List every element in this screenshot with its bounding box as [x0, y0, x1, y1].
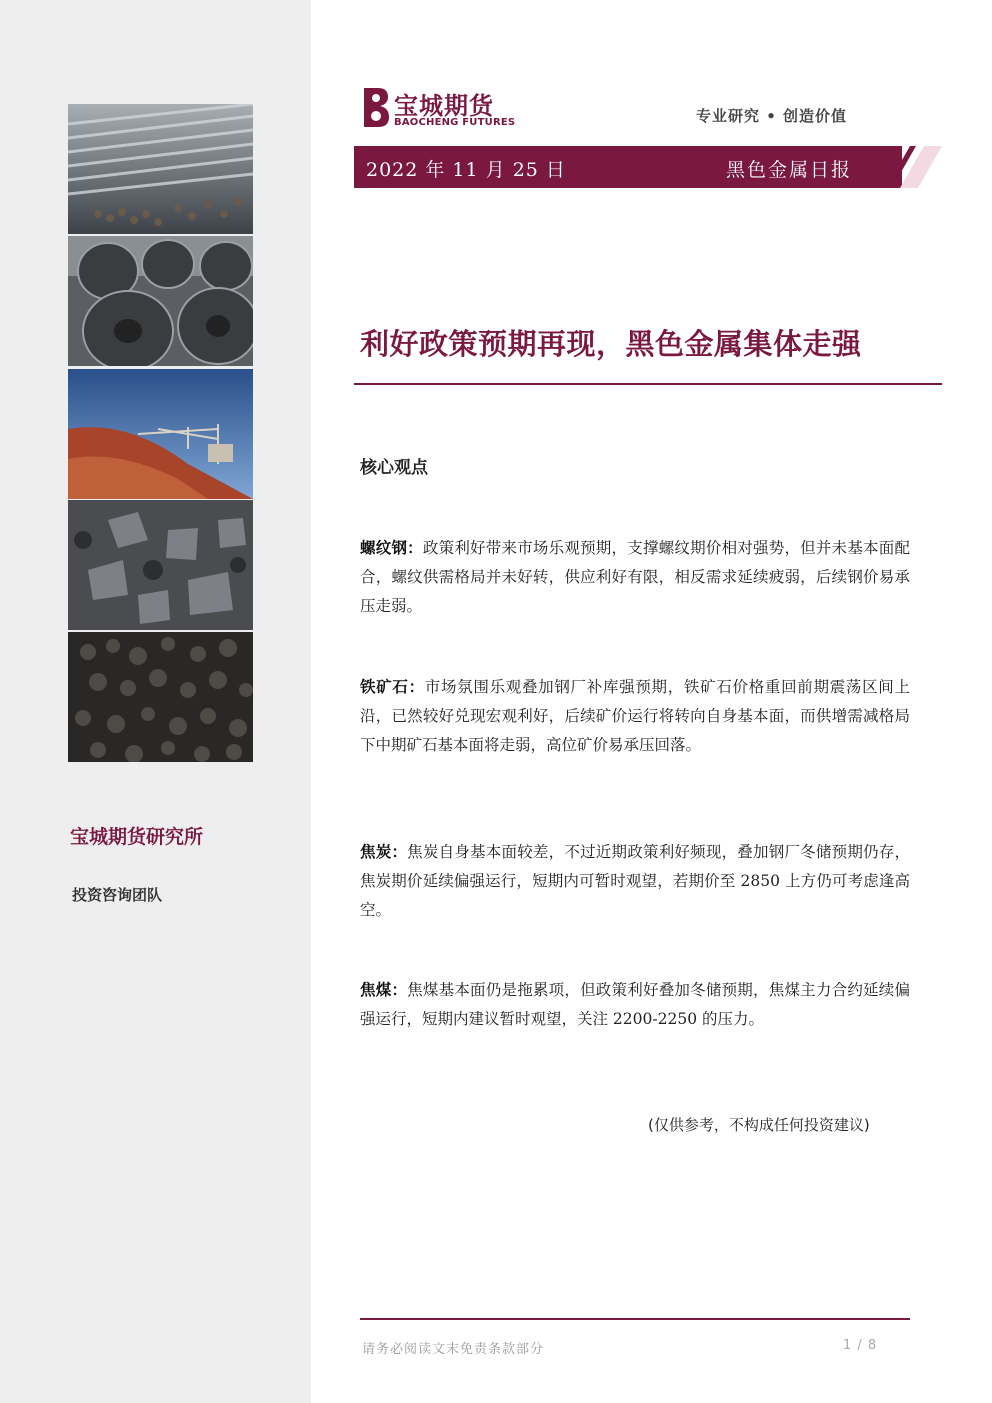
coal-photo — [68, 632, 253, 762]
core-item-coke — [360, 838, 910, 925]
core-item-coking-coal — [360, 976, 910, 1034]
banner-stripes-icon — [860, 146, 942, 188]
logo-mark-icon — [356, 84, 392, 130]
iron-ore-stockyard-photo — [68, 369, 253, 499]
sidebar — [0, 0, 311, 1403]
rebar-photo — [68, 104, 253, 234]
brand-logo — [356, 84, 556, 132]
core-item-label: 铁矿石： — [360, 678, 425, 696]
core-item-label: 焦炭： — [360, 843, 408, 861]
disclaimer: (仅供参考，不构成任何投资建议) — [648, 1116, 870, 1134]
core-item-text: 焦炭自身基本面较差，不过近期政策利好频现，叠加钢厂冬储预期仍存，焦炭期价延续偏强运行，短期内可暂时观望，若期价至 2850 上方仍可考虑逢高空。 — [360, 843, 910, 919]
brand-name-cn: 宝城期货 — [394, 91, 494, 120]
headline: 利好政策预期再现，黑色金属集体走强 — [360, 327, 862, 361]
brand-name-en: BAOCHENG FUTURES — [394, 117, 516, 128]
core-item-rebar — [360, 534, 910, 621]
steel-coil-photo — [68, 236, 253, 366]
slogan: 专业研究 • 创造价值 — [696, 107, 848, 125]
core-item-label: 螺纹钢： — [360, 539, 423, 557]
core-item-label: 焦煤： — [360, 981, 408, 999]
report-type: 黑色金属日报 — [725, 159, 852, 181]
institute-name: 宝城期货研究所 — [70, 826, 204, 848]
report-date: 2022 年 11 月 25 日 — [366, 159, 566, 181]
core-item-iron-ore — [360, 673, 910, 760]
footer-note: 请务必阅读文末免责条款部分 — [362, 1342, 545, 1357]
core-item-text: 市场氛围乐观叠加钢厂补库强预期，铁矿石价格重回前期震荡区间上沿，已然较好兑现宏观利好，后续矿价运行将转向自身基本面，而供增需减格局下中期矿石基本面将走弱，高位矿价易承压回落。 — [360, 678, 910, 754]
team-name: 投资咨询团队 — [72, 886, 163, 904]
headline-divider — [354, 383, 942, 385]
page-number: 1 / 8 — [843, 1338, 878, 1353]
ore-lumps-photo — [68, 500, 253, 630]
footer-divider — [360, 1318, 910, 1320]
core-item-text: 焦煤基本面仍是拖累项，但政策利好叠加冬储预期，焦煤主力合约延续偏强运行，短期内建议暂时观望，关注 2200-2250 的压力。 — [360, 981, 910, 1028]
core-item-text: 政策利好带来市场乐观预期，支撑螺纹期价相对强势，但并未基本面配合，螺纹供需格局并未好转，供应利好有限，相反需求延续疲弱，后续钢价易承压走弱。 — [360, 539, 910, 615]
report-banner — [354, 146, 902, 188]
core-views-title: 核心观点 — [360, 458, 428, 478]
